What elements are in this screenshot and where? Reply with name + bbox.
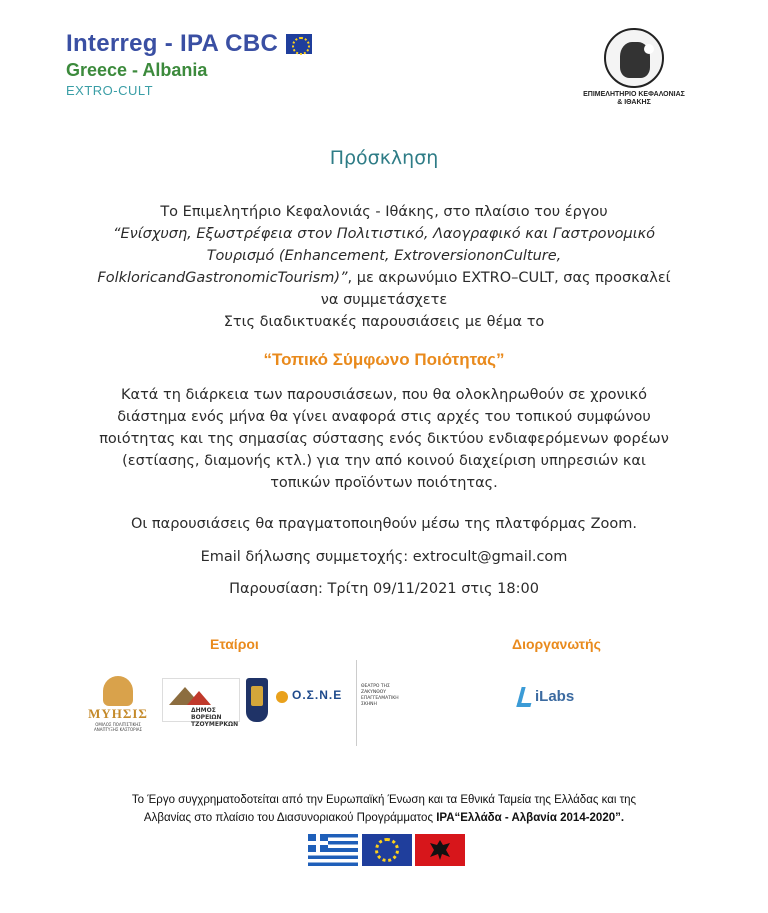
mysis-figure-icon [103,676,133,706]
chamber-name: ΕΠΙΜΕΛΗΤΗΡΙΟ ΚΕΦΑΛΟΝΙΑΣ & ΙΘΑΚΗΣ [583,91,685,106]
description-paragraph: Κατά τη διάρκεια των παρουσιάσεων, που θα ολοκληρωθούν σε χρονικό διάστημα ενός μήνα θα γίνει αναφορά στις αρχές του τοπικού συμφώνου ποιότητας και της σημασίας σύστασης ενός δικτύου ενδιαφερόμενων φορέων (εστίασης, διαμονής κτλ.) για την από κοινού διαχείριση υπηρεσιών και τοπικών προϊόντων ποιότητας. [99,387,669,491]
partner-logos [86,660,401,746]
dimos-tzoumerkon-logo: ΔΗΜΟΣ ΒΟΡΕΙΩΝ ΤΖΟΥΜΕΡΚΩΝ [162,678,240,722]
email-line: Email δήλωσης συμμετοχής: extrocult@gmail.com [200,549,568,565]
albania-flag-icon [415,834,465,866]
ilabs-v-icon [516,687,535,707]
project-name: EXTRO-CULT [66,83,154,98]
partners-label: Εταίροι [210,636,259,652]
page-title: Πρόσκληση [329,147,439,169]
email-link[interactable]: extrocult@gmail.com [412,549,568,565]
funding-note-line2: Αλβανίας στο πλαίσιο του Διασυνοριακού Προγράμματος IPA“Ελλάδα - Αλβανία 2014-2020”. [143,812,625,824]
interreg-subtitle: Greece - Albania [66,60,208,80]
osne-logo: Ο.Σ.Ν.Ε [276,688,358,714]
interreg-title: Interreg - IPA CBC [66,30,279,57]
intro-paragraph: Το Επιμελητήριο Κεφαλονιάς - Ιθάκης, στο πλαίσιο του έργου “Ενίσχυση, Εξωστρέφεια στον Πολιτιστικό, Λαογραφικό και Γαστρονομικό Τουρισμό (Enhancement, ExtroversiononCulture, FolkloricandGastronomicTourism)”, με ακρωνύμιο EXTRO–CULT, σας προσκαλεί να συμμετάσχετε Στις διαδικτυακές παρουσιάσεις με θέμα το [97,204,671,330]
project-full-title: “Ενίσχυση, Εξωστρέφεια στον Πολιτιστικό, Λαογραφικό και Γαστρονομικό Τουρισμό (Enhancement, ExtroversiononCulture, FolkloricandGastronomicTourism)” [97,226,656,286]
platform-note: Οι παρουσιάσεις θα πραγματοποιηθούν μέσω της πλατφόρμας Zoom. [130,516,638,532]
organizer-label: Διοργανωτής [512,636,601,652]
chamber-seal-icon [604,28,664,88]
presentation-date: Παρουσίαση: Τρίτη 09/11/2021 στις 18:00 [229,581,539,597]
ilabs-logo: iLabs [519,685,591,713]
interreg-logo [66,30,346,98]
presentation-topic: “Τοπικό Σύμφωνο Ποιότητας” [263,350,505,369]
funding-note-line1: Το Έργο συγχρηματοδοτείται από την Ευρωπαϊκή Ένωση και τα Εθνικά Ταμεία της Ελλάδας και της [131,794,637,806]
eu-flag-icon [362,834,412,866]
eu-flag-icon [286,34,312,54]
region-shield-icon [246,678,268,722]
theatro-zakynthou-logo: ΘΕΑΤΡΟ ΤΗΣ ΖΑΚΥΝΘΟΥ ΕΠΑΓΓΕΛΜΑΤΙΚΗ ΣΚΗΝΗ [356,660,401,746]
greece-flag-icon [308,834,358,866]
chamber-logo [555,28,713,107]
mysis-logo: ΜΥΗΣΙΣ ΟΜΙΛΟΣ ΠΟΛΙΤΙΣΤΙΚΗΣ ΑΝΑΠΤΥΞΗΣ ΚΑΣΤΟΡΙΑΣ [86,676,150,732]
